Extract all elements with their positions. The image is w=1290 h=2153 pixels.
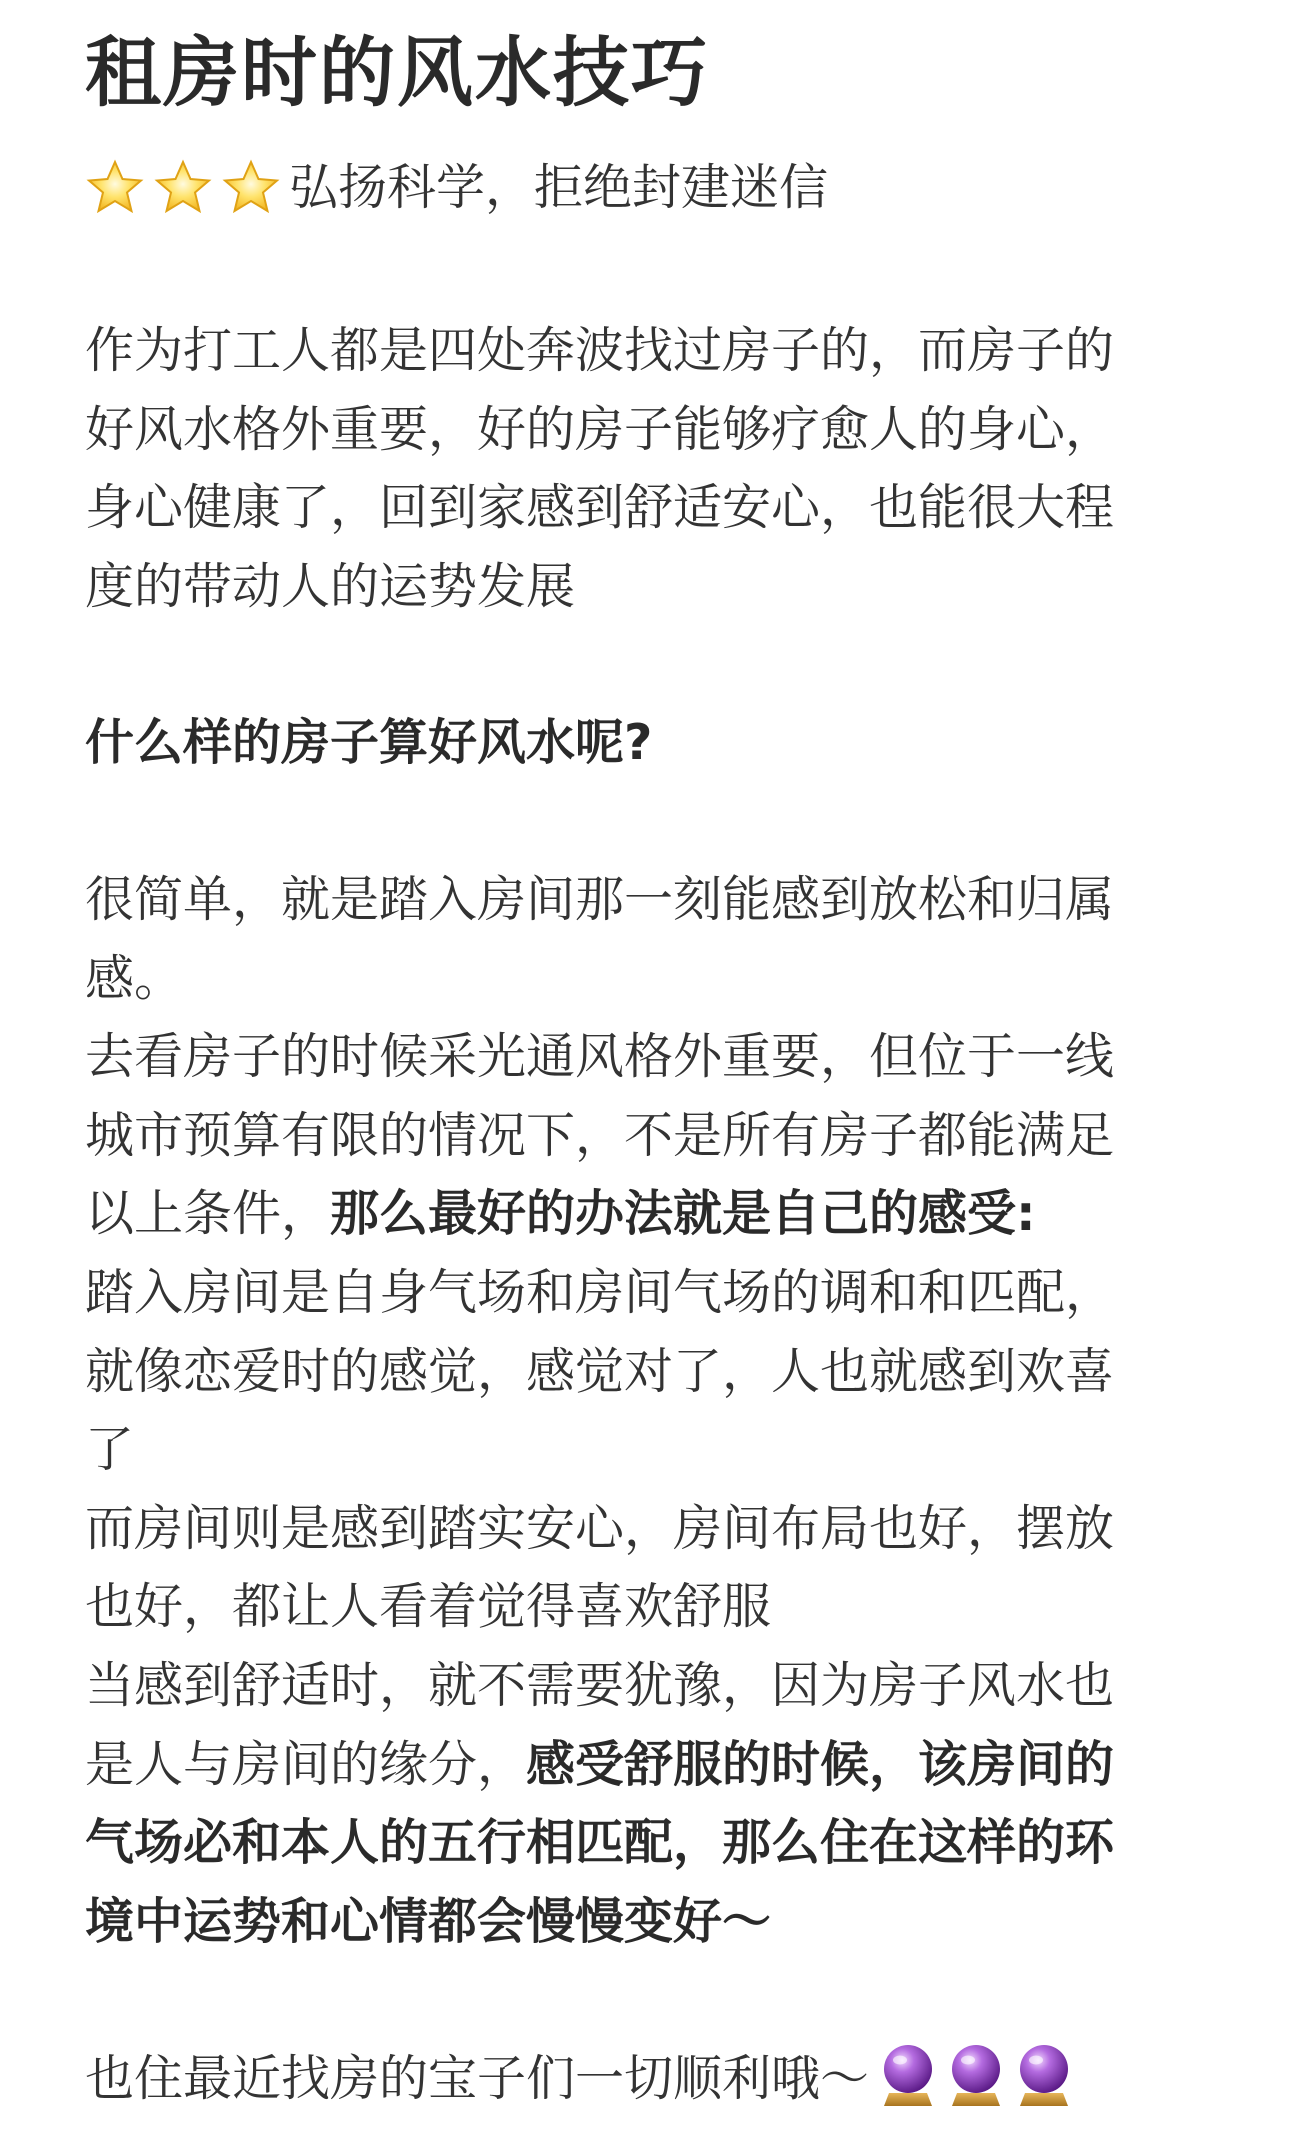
- closing-line: [85, 2040, 1215, 2119]
- bold-text: 气场必和本人的五行相匹配，那么住在这样的环: [85, 1814, 1115, 1872]
- bold-text: 那么最好的办法就是自己的感受:: [330, 1185, 1036, 1243]
- text-line: 就像恋爱时的感觉，感觉对了，人也就感到欢喜: [85, 1342, 1115, 1400]
- text-line: 感。: [85, 949, 184, 1007]
- body-paragraph: [85, 861, 1215, 1961]
- text-line: 了: [85, 1421, 135, 1479]
- text-line: 作为打工人都是四处奔波找过房子的，而房子的: [85, 322, 1115, 379]
- section-question: 什么样的房子算好风水呢?: [85, 714, 653, 772]
- star-icon: [85, 158, 145, 218]
- bold-text: 感受舒服的时候，该房间的: [526, 1735, 1115, 1793]
- text-line: 去看房子的时候采光通风格外重要，但位于一线: [85, 1028, 1115, 1086]
- closing-text: 也住最近找房的宝子们一切顺利哦～: [85, 2050, 870, 2108]
- post-subtitle: [85, 144, 1215, 232]
- text-line: 以上条件，: [85, 1185, 331, 1243]
- text-line: 好风水格外重要，好的房子能够疗愈人的身心，: [85, 400, 1115, 458]
- text-line: 而房间则是感到踏实安心，房间布局也好，摆放: [85, 1499, 1115, 1557]
- text-line: 很简单，就是踏入房间那一刻能感到放松和归属: [85, 870, 1115, 928]
- crystal-ball-icon: [947, 2043, 1005, 2109]
- subtitle-text: 弘扬科学，拒绝封建迷信: [289, 159, 829, 216]
- text-line: 身心健康了，回到家感到舒适安心，也能很大程: [85, 479, 1115, 537]
- text-line: 是人与房间的缘分，: [85, 1735, 527, 1793]
- text-line: 度的带动人的运势发展: [85, 557, 576, 615]
- text-line: 踏入房间是自身气场和房间气场的调和和匹配，: [85, 1263, 1115, 1321]
- intro-paragraph: [85, 312, 1215, 626]
- crystal-ball-icon: [1015, 2043, 1073, 2109]
- crystal-ball-icon: [879, 2043, 937, 2109]
- text-line: 也好，都让人看着觉得喜欢舒服: [85, 1578, 772, 1636]
- star-icon: [221, 158, 281, 218]
- text-line: 当感到舒适时，就不需要犹豫，因为房子风水也: [85, 1656, 1115, 1714]
- text-line: 城市预算有限的情况下，不是所有房子都能满足: [85, 1106, 1115, 1164]
- bold-text: 境中运势和心情都会慢慢变好～: [85, 1892, 772, 1950]
- star-icon: [153, 158, 213, 218]
- post-title: 租房时的风水技巧: [85, 28, 709, 117]
- post-content: [85, 0, 1215, 2119]
